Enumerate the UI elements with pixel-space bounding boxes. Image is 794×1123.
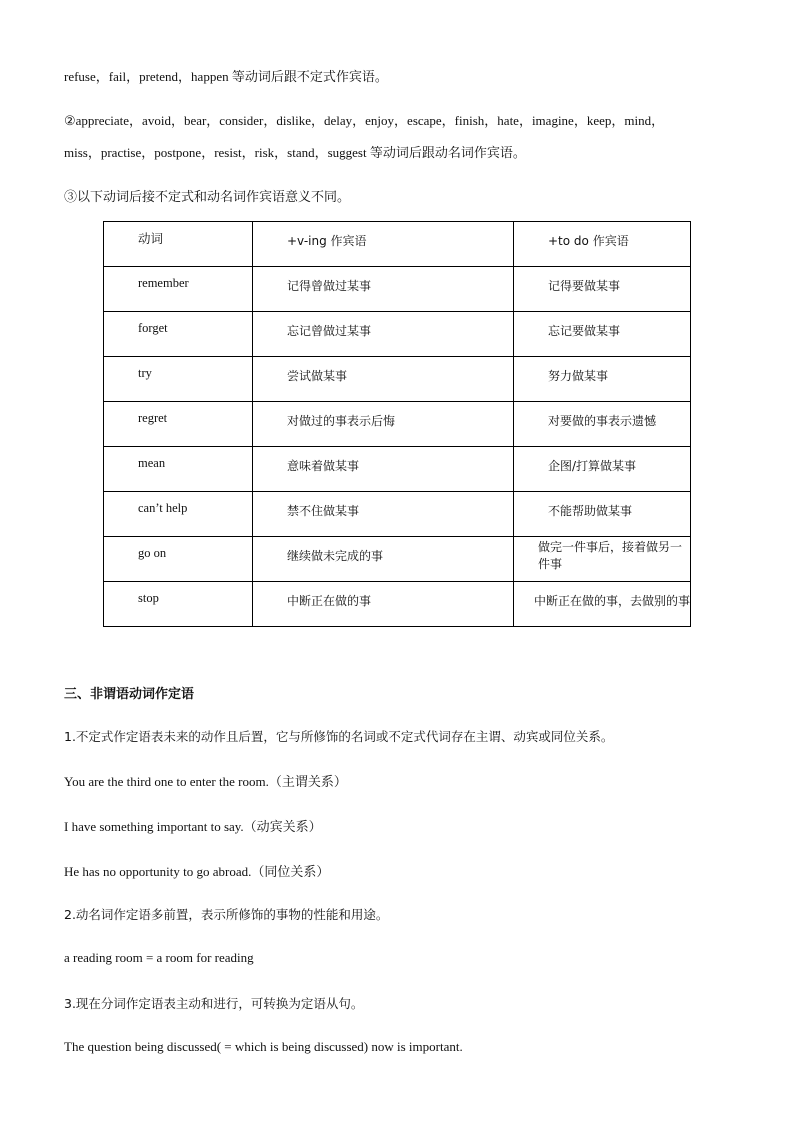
cell-verb: forget: [104, 312, 253, 357]
rule-2: 2.动名词作定语多前置，表示所修饰的事物的性能和用途。: [64, 907, 389, 922]
table-row: [104, 537, 691, 582]
cell-verb: try: [104, 357, 253, 402]
cell-ving: 禁不住做某事: [253, 492, 514, 537]
cell-todo: 企图/打算做某事: [514, 447, 691, 492]
cell-verb: regret: [104, 402, 253, 447]
table-row: [104, 267, 691, 312]
cell-verb: go on: [104, 537, 253, 582]
example-1: You are the third one to enter the room.（主谓关系）: [64, 774, 347, 789]
intro-line-1: refuse，fail，pretend，happen 等动词后跟不定式作宾语。: [64, 69, 388, 84]
header-ving: +v-ing 作宾语: [253, 222, 514, 267]
cell-ving: 中断正在做的事: [253, 582, 514, 627]
intro-line-2: ②appreciate，avoid，bear，consider，dislike，delay，enjoy，escape，finish，hate，imagine，keep，mind，: [64, 113, 665, 128]
cell-todo: 忘记要做某事: [514, 312, 691, 357]
cell-todo: 对要做的事表示遗憾: [514, 402, 691, 447]
cell-ving: 记得曾做过某事: [253, 267, 514, 312]
cell-todo: 做完一件事后，接着做另一件事: [514, 537, 691, 582]
intro-line-3: miss，practise，postpone，resist，risk，stand，suggest 等动词后跟动名词作宾语。: [64, 145, 526, 160]
intro-line-4: ③以下动词后接不定式和动名词作宾语意义不同。: [64, 189, 351, 204]
cell-verb: can’t help: [104, 492, 253, 537]
cell-todo: 努力做某事: [514, 357, 691, 402]
table-header-row: [104, 222, 691, 267]
example-3: He has no opportunity to go abroad.（同位关系）: [64, 864, 330, 879]
rule-3: 3.现在分词作定语表主动和进行，可转换为定语从句。: [64, 996, 364, 1011]
rule-1: 1.不定式作定语表未来的动作且后置，它与所修饰的名词或不定式代词存在主谓、动宾或同位关系。: [64, 729, 614, 744]
table-row: [104, 312, 691, 357]
cell-todo: 记得要做某事: [514, 267, 691, 312]
example-4: a reading room = a room for reading: [64, 950, 254, 965]
table-row: [104, 582, 691, 627]
cell-verb: remember: [104, 267, 253, 312]
table-row: [104, 357, 691, 402]
header-todo: +to do 作宾语: [514, 222, 691, 267]
table-row: [104, 447, 691, 492]
header-verb: 动词: [104, 222, 253, 267]
cell-ving: 忘记曾做过某事: [253, 312, 514, 357]
cell-ving: 意味着做某事: [253, 447, 514, 492]
verb-comparison-table: [103, 221, 691, 627]
cell-todo: 不能帮助做某事: [514, 492, 691, 537]
table-row: [104, 492, 691, 537]
cell-verb: stop: [104, 582, 253, 627]
cell-ving: 对做过的事表示后悔: [253, 402, 514, 447]
cell-ving: 继续做未完成的事: [253, 537, 514, 582]
table-row: [104, 402, 691, 447]
cell-todo: 中断正在做的事，去做别的事: [514, 582, 691, 627]
example-5: The question being discussed( = which is being discussed) now is important.: [64, 1039, 463, 1054]
example-2: I have something important to say.（动宾关系）: [64, 819, 322, 834]
cell-verb: mean: [104, 447, 253, 492]
cell-ving: 尝试做某事: [253, 357, 514, 402]
section-heading: 三、非谓语动词作定语: [64, 687, 195, 702]
